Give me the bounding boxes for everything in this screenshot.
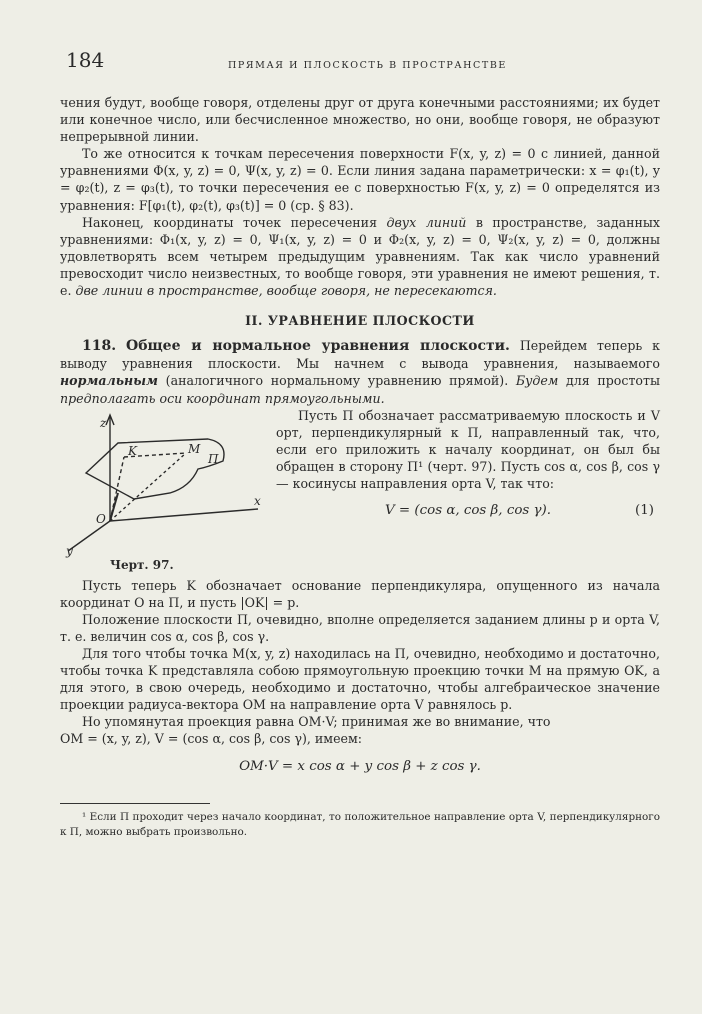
label-y: y <box>66 543 73 558</box>
paragraph: То же относится к точкам пересечения поверхности F(x, y, z) = 0 с линией, данной уравнениями Φ(x, y, z) = 0, Ψ(x, y, z) = 0. Если линия задана параметрически: x = φ₁(t), y = φ₂(t), z = φ₃(t), то точки пересечения ее с поверхностью F(x, y, z) = 0 определятся из уравнения: F[φ₁(t), φ₂(t), φ₃(t)] = 0 (ср. § 83). <box>60 146 660 213</box>
paragraph: 118. Общее и нормальное уравнения плоскости. Перейдем теперь к выводу уравнения плоскости. Мы начнем с вывода уравнения, называемого нормальным (аналогичного нормальному уравнению прямой). Будем для простоты предполагать оси координат прямоугольными. <box>60 338 660 406</box>
label-x: x <box>254 493 261 508</box>
paragraph-number: 118. <box>82 338 117 355</box>
x-axis <box>110 509 258 521</box>
footnote-rule <box>60 803 210 804</box>
running-title: ПРЯМАЯ И ПЛОСКОСТЬ В ПРОСТРАНСТВЕ <box>228 60 507 71</box>
page-number: 184 <box>66 48 105 72</box>
page <box>60 48 660 840</box>
plane-diagram <box>58 409 268 559</box>
paragraph: Пусть теперь K обозначает основание перпендикуляра, опущенного из начала координат O на Π, и пусть |OK| = p. <box>60 577 660 610</box>
unit-vector-V <box>110 493 118 521</box>
label-Pi: Π <box>208 451 219 466</box>
plane-outline <box>86 439 224 499</box>
page-header <box>60 48 660 78</box>
equation-number: (1) <box>635 503 654 519</box>
paragraph: чения будут, вообще говоря, отделены друг от друга конечными расстояниями; их будет или конечное число, или бесчисленное множество, но они, вообще говоря, не образуют непрерывной линии. <box>60 95 660 145</box>
figure-caption: Черт. 97. <box>110 557 174 572</box>
label-M: M <box>188 441 201 456</box>
paragraph: Положение плоскости Π, очевидно, вполне определяется заданием длины p и орта V, т. е. величин cos α, cos β, cos γ. <box>60 611 660 644</box>
equation-1: V = (cos α, cos β, cos γ). (1) <box>385 503 654 519</box>
footnote: ¹ Если Π проходит через начало координат, то положительное направление орта V, перпендикулярного к Π, можно выбрать произвольно. <box>60 810 660 838</box>
paragraph: Но упомянутая проекция равна OM·V; принимая же во внимание, что <box>82 714 551 730</box>
paragraph: Для того чтобы точка M(x, y, z) находилась на Π, очевидно, необходимо и достаточно, чтобы точка K представляла собою прямоугольную проекцию точки M на прямую OK, а для этого, в свою очередь, необходимо и достаточно, чтобы алгебраическое значение проекции радиуса-вектора OM на направление орта V равнялось p. <box>60 645 660 713</box>
section-title: II. УРАВНЕНИЕ ПЛОСКОСТИ <box>245 313 475 329</box>
label-z: z <box>100 415 107 430</box>
main-text <box>60 94 660 840</box>
label-O: O <box>96 511 106 526</box>
paragraph: Наконец, координаты точек пересечения двух линий в пространстве, заданных уравнениями: Φ₁(x, y, z) = 0, Ψ₁(x, y, z) = 0 и Φ₂(x, y, z) = 0, Ψ₂(x, y, z) = 0, должны удовлетворять всем четырем предыдущим уравнениям. Так как число уравнений превосходит число неизвестных, то вообще говоря, эти уравнения не имеют решения, т. е. две линии в пространстве, вообще говоря, не пересекаются. <box>60 214 660 299</box>
figure-97 <box>58 409 268 577</box>
paragraph: Пусть Π обозначает рассматриваемую плоскость и V орт, перпендикулярный к Π, направленный так, что, если его приложить к началу координат, он был бы обращен в сторону Π¹ (черт. 97). Пусть cos α, cos β, cos γ — косинусы направления орта V, так что: <box>276 407 660 491</box>
equation-2: OM·V = x cos α + y cos β + z cos γ. <box>239 758 481 774</box>
label-K: K <box>128 443 137 458</box>
paragraph-title: Общее и нормальное уравнения плоскости. <box>126 338 510 355</box>
paragraph: OM = (x, y, z), V = (cos α, cos β, cos γ), имеем: <box>60 731 363 747</box>
radius-vector-OM <box>110 453 186 521</box>
